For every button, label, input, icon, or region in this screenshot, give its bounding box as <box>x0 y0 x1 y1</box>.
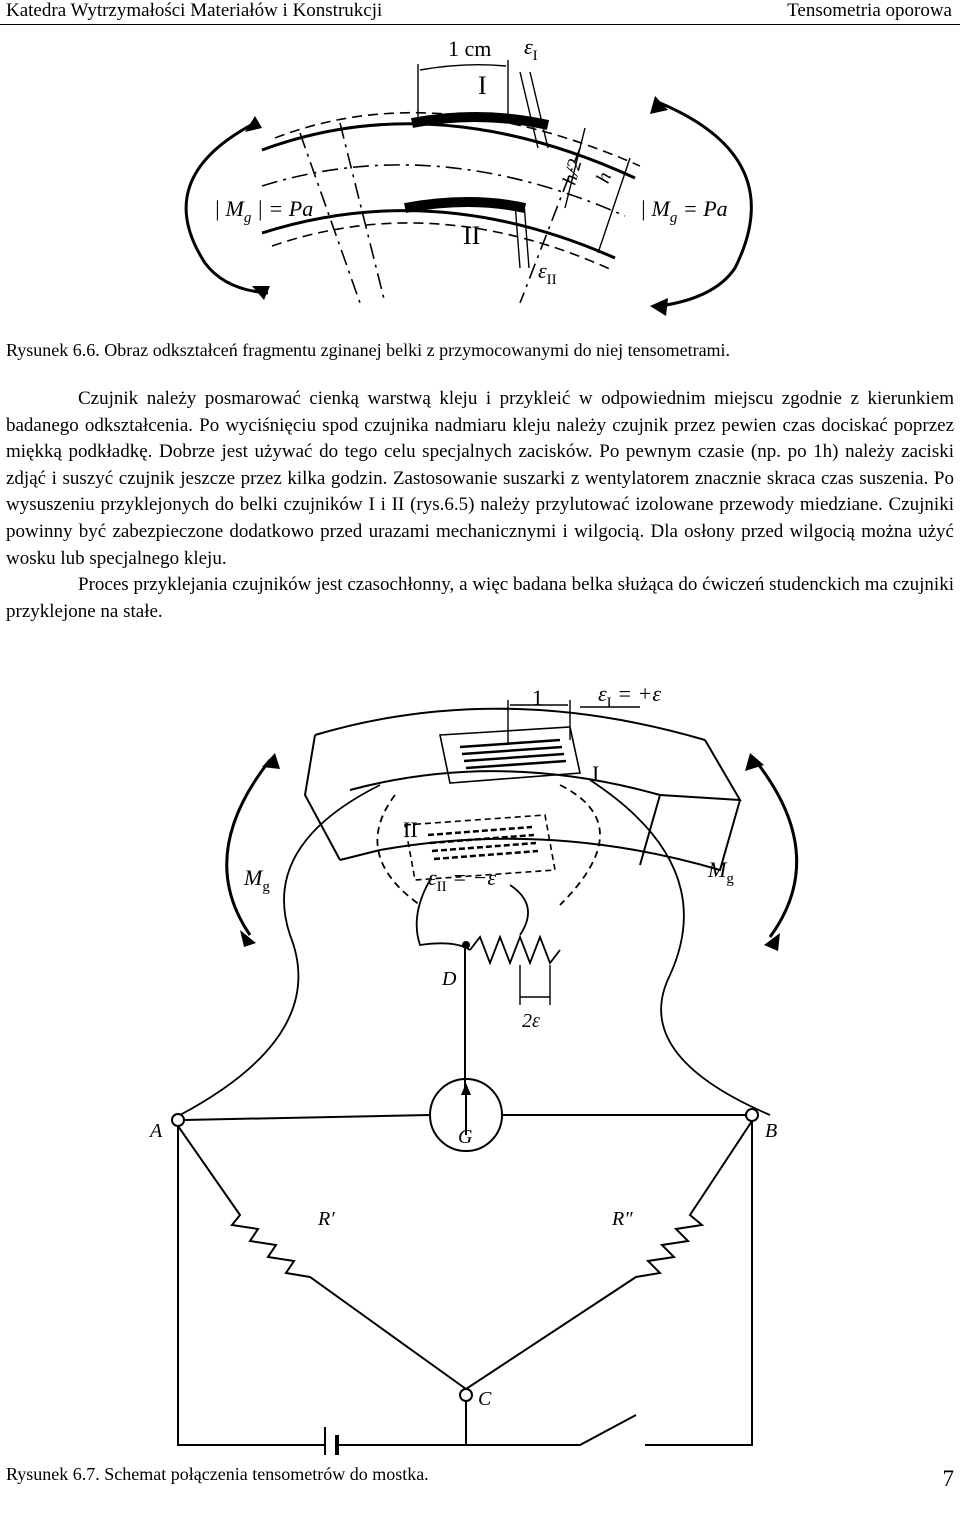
paragraph-1: Czujnik należy posmarować cienką warstwą kleju i przykleić w odpowiednim miejscu zgodnie z kierunkiem badanego odkształcenia. Po wyciśnięciu spod czujnika nadmiaru kleju należy czujnik przez pewien czas dociskać poprzez miękką podkładkę. Dobrze jest używać do tego celu specjalnych zacisków. Po pewnym czasie (np. po 1h) należy zaciski zdjąć i suszyć czujnik jeszcze przez kilka godzin. Zastosowanie suszarki z wentylatorem znacznie skraca czas suszenia. Po wysuszeniu przyklejonych do belki czujników I i II (rys.6.5) należy przylutować izolowane przewody miedziane. Czujniki powinny być zabezpieczone dodatkowo przed urazami mechanicznymi i wilgocią. Dla osłony przed wilgocią można użyć wosku lub specjalnego kleju. <box>6 388 954 569</box>
label-eps-I: $\varepsilon_I = +\varepsilon$ <box>598 681 662 711</box>
figure-bridge-circuit <box>0 675 960 1455</box>
label-eps-II: $\varepsilon_{II}$ <box>538 258 557 288</box>
label-mg-right: $M_g$ <box>708 857 734 887</box>
label-A: A <box>150 1120 163 1142</box>
label-h: h <box>592 169 617 187</box>
resistor-R-prime <box>178 1126 466 1389</box>
header-left: Katedra Wytrzymałości Materiałów i Konstrukcji <box>6 0 383 21</box>
block-top-back <box>315 709 705 740</box>
page-number: 7 <box>942 1466 954 1491</box>
gauge-II-bar <box>405 202 525 208</box>
label-mg-left: $M_g$ <box>244 865 270 895</box>
figure-beam-strain <box>0 28 960 318</box>
moment-arc-right <box>755 760 797 937</box>
resistor-R-double-prime <box>466 1121 752 1389</box>
page-header <box>0 0 960 25</box>
block-top-front <box>350 771 660 795</box>
label-gauge-I: I <box>592 761 600 786</box>
label-B: B <box>765 1120 778 1142</box>
label-gauge-I: I <box>478 71 487 100</box>
label-1: 1 <box>532 685 543 710</box>
header-right: Tensometria oporowa <box>787 0 952 21</box>
node-D <box>462 941 470 949</box>
label-h-half: h/2 <box>558 156 587 188</box>
node-C <box>460 1389 472 1401</box>
label-C: C <box>478 1388 492 1410</box>
body-text <box>6 386 954 625</box>
label-gauge-II: II <box>403 817 418 842</box>
label-eps-II: $\varepsilon_{II} = -\varepsilon$ <box>428 865 497 895</box>
label-eps-I: $\varepsilon_I$ <box>524 34 538 64</box>
switch <box>337 1415 636 1445</box>
moment-arc-left <box>227 760 270 935</box>
figure-6-6-caption: Rysunek 6.6. Obraz odkształceń fragmentu zginanej belki z przymocowanymi do niej tensometrami. <box>6 340 731 360</box>
node-A <box>172 1114 184 1126</box>
wire-battery-left <box>178 1126 325 1445</box>
label-D: D <box>442 968 457 990</box>
label-R-double-prime: R″ <box>612 1208 633 1230</box>
figure-6-7-caption: Rysunek 6.7. Schemat połączenia tensometrów do mostka. <box>6 1464 429 1484</box>
paragraph-2: Proces przyklejania czujników jest czasochłonny, a więc badana belka służąca do ćwiczeń studenckich ma czujniki przyklejone na stałe. <box>6 574 954 622</box>
label-R-prime: R′ <box>318 1208 335 1230</box>
label-1cm: 1 cm <box>448 36 492 61</box>
label-2eps: 2ε <box>522 1010 540 1032</box>
gauge-I-bar <box>412 117 548 125</box>
label-gauge-II: II <box>463 221 481 250</box>
beam-bottom-edge <box>262 211 615 258</box>
slide-resistor <box>470 937 560 963</box>
label-G: G <box>458 1126 473 1148</box>
label-moment-right: | $M_g = Pa$ <box>640 196 728 226</box>
node-B <box>746 1109 758 1121</box>
block-bottom <box>340 800 740 870</box>
wire-B <box>590 780 770 1115</box>
label-moment-left: | $M_g$ | = Pa <box>214 196 314 226</box>
wire-A <box>180 785 380 1115</box>
